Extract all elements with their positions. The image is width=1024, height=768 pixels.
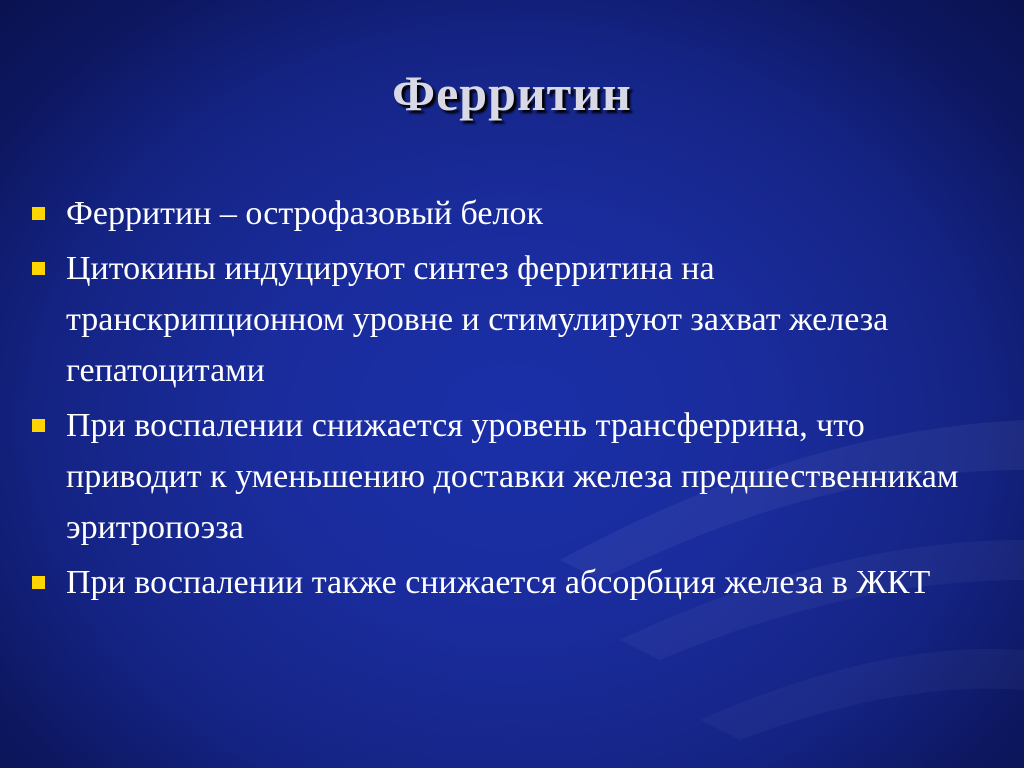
bullet-item [30,188,1000,239]
bullet-item [30,400,1000,553]
bullet-item [30,243,1000,396]
bullet-text: Цитокины индуцируют синтез ферритина на транскрипционном уровне и стимулируют захват железа гепатоцитами [66,250,889,389]
bullet-text: При воспалении снижается уровень трансферрина, что приводит к уменьшению доставки железа предшественникам эритропоэза [66,407,959,546]
square-bullet-icon [32,207,45,220]
bullet-list [30,188,1000,612]
square-bullet-icon [32,419,45,432]
square-bullet-icon [32,262,45,275]
bullet-item [30,557,1000,608]
bullet-text: Ферритин – острофазовый белок [66,195,543,232]
slide-title: Ферритин [392,65,632,121]
square-bullet-icon [32,576,45,589]
bullet-text: При воспалении также снижается абсорбция железа в ЖКТ [66,564,931,601]
